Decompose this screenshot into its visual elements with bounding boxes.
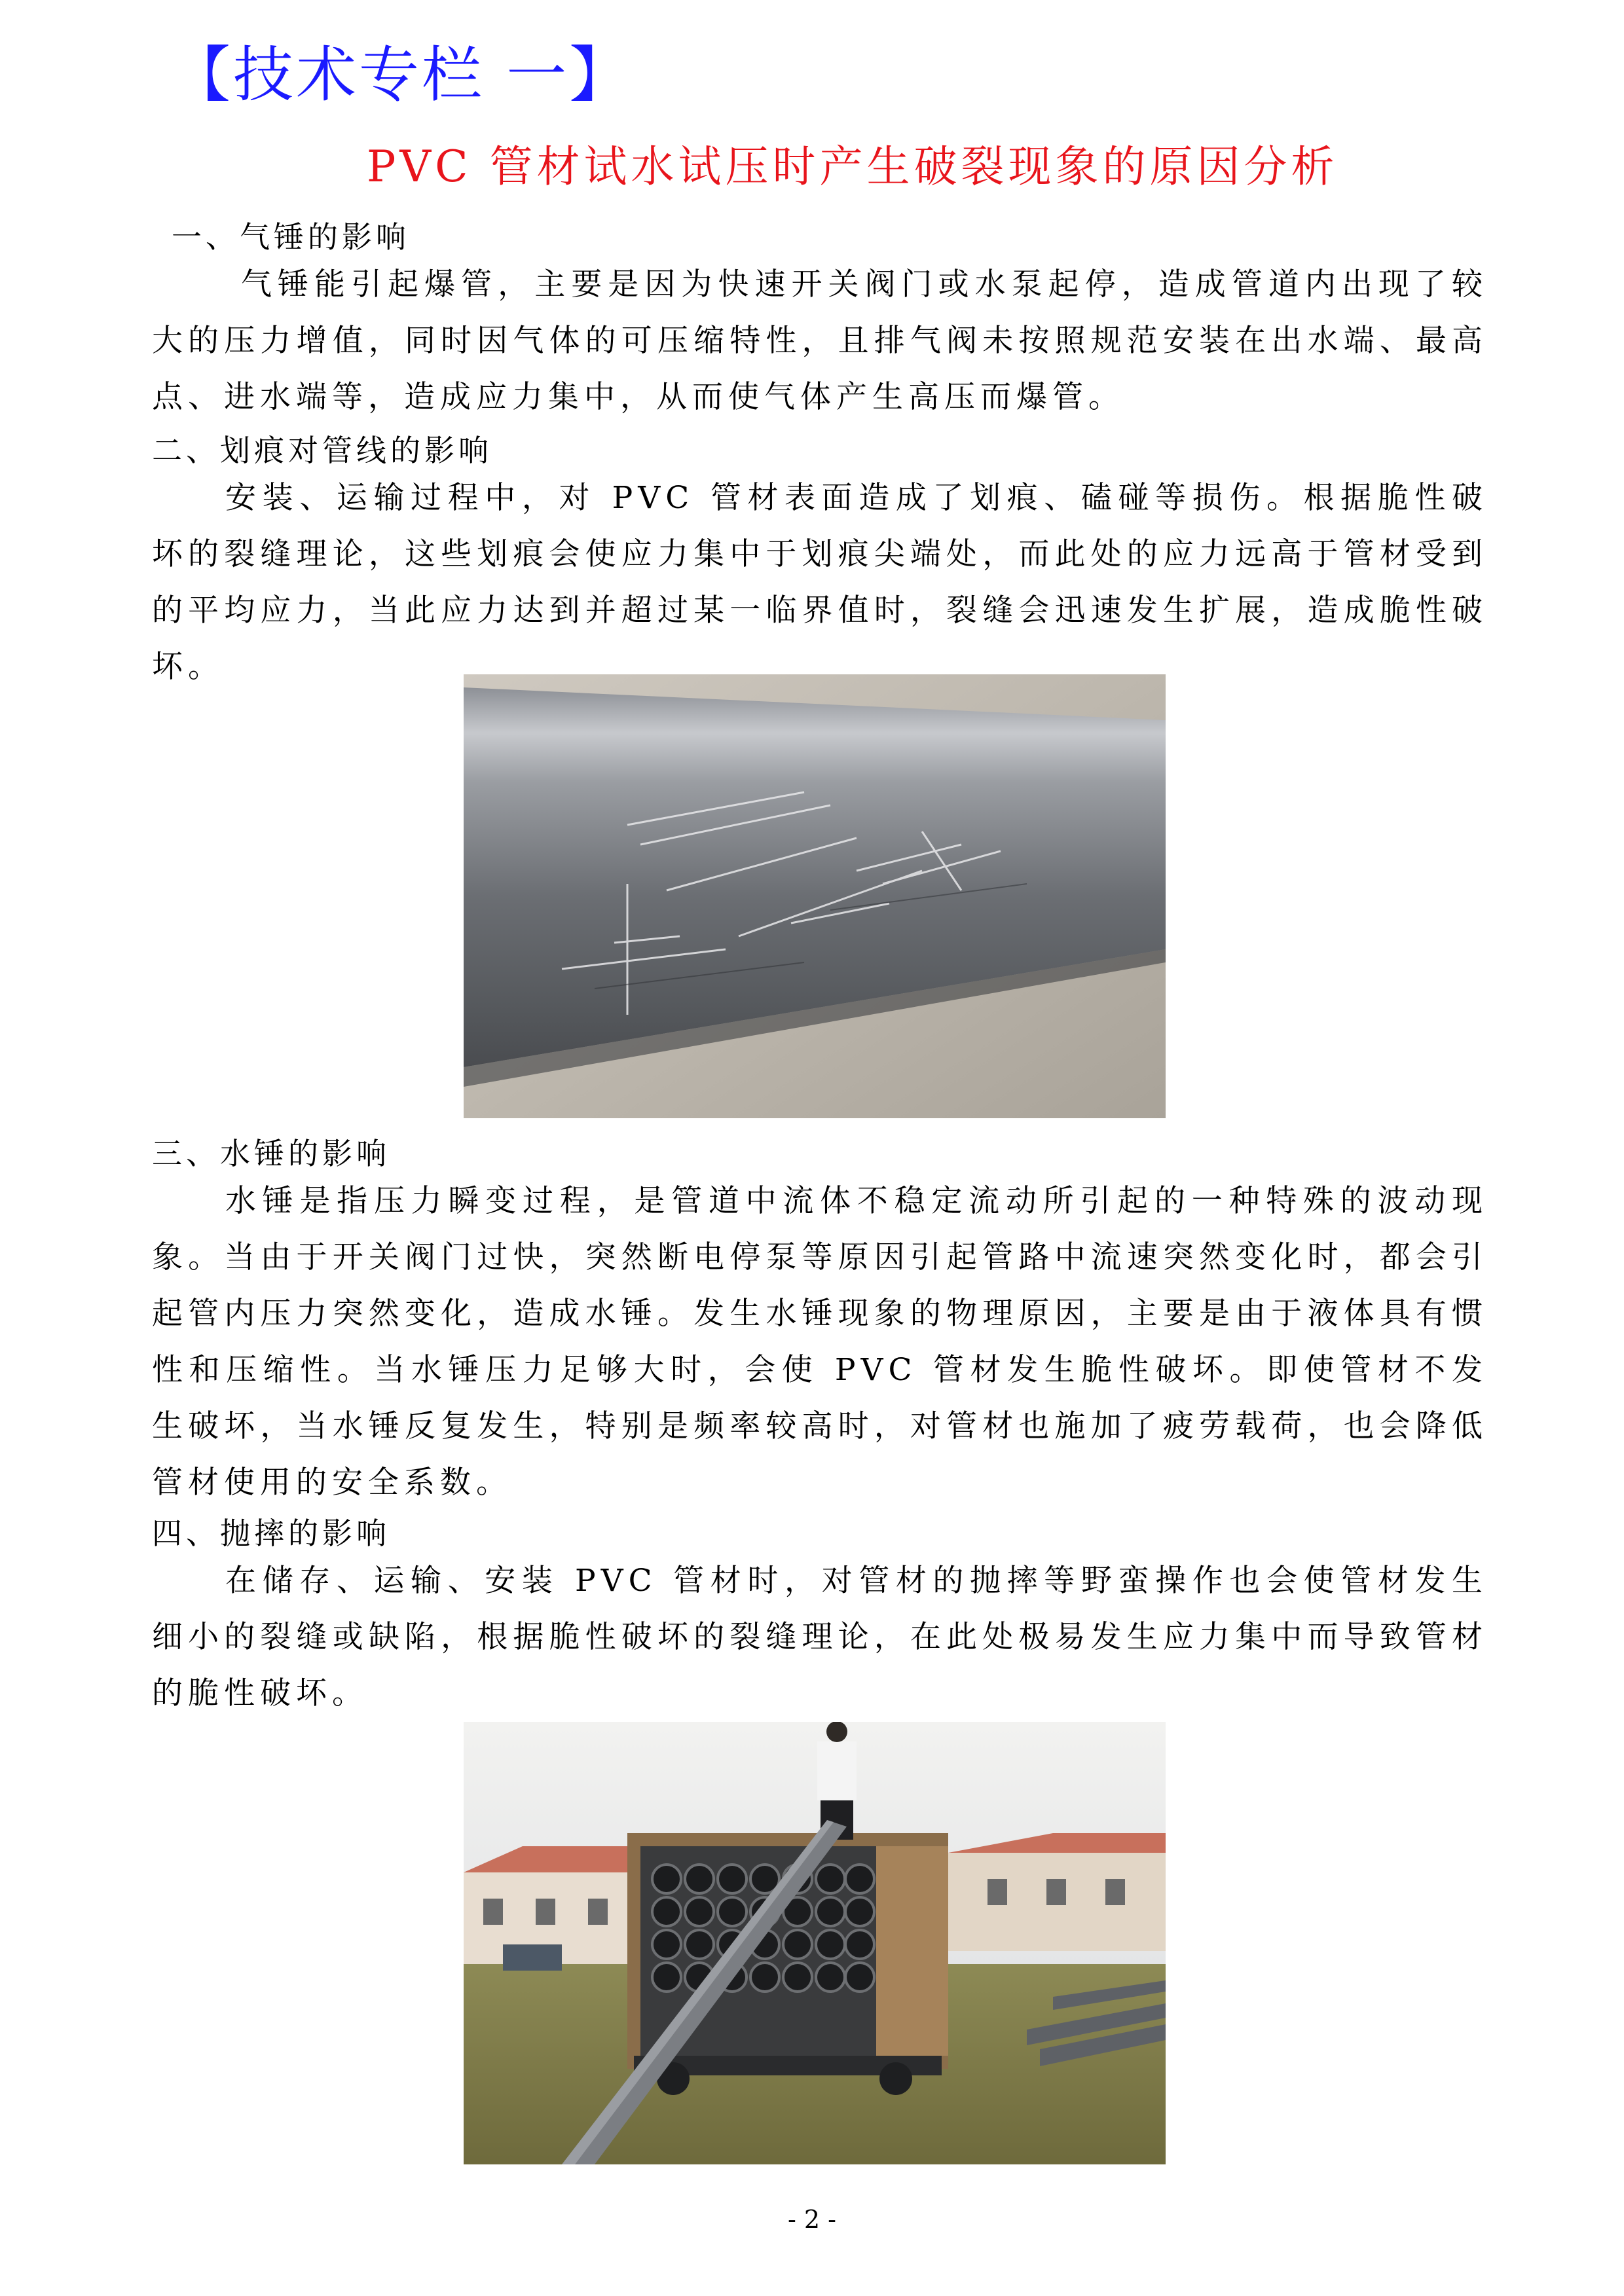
article-title: PVC 管材试水试压时产生破裂现象的原因分析 [367,141,1338,192]
section-body-water-hammer: 水锤是指压力瞬变过程，是管道中流体不稳定流动所引起的一种特殊的波动现象。当由于开关阀门过快，突然断电停泵等原因引起管路中流速突然变化时，都会引起管内压力突然变化，造成水锤。发生水锤现象的物理原因，主要是由于液体具有惯性和压缩性。当水锤压力足够大时，会使 PVC 管材发生脆性破坏。即使管材不发生破坏，当水锤反复发生，特别是频率较高时，对管材也施加了疲劳载荷，也会降低管材使用的安全系数。 [152,1183,1488,1501]
section-heading-scratch: 二、划痕对管线的影响 [152,433,492,468]
section-heading-water-hammer: 三、水锤的影响 [152,1136,390,1171]
section-heading-throwing: 四、抛摔的影响 [152,1516,390,1551]
page-number: - 2 - [787,2205,836,2234]
scratched-pipe-photo [464,674,1166,1118]
section-body-scratch: 安装、运输过程中，对 PVC 管材表面造成了划痕、磕碰等损伤。根据脆性破坏的裂缝理论，这些划痕会使应力集中于划痕尖端处，而此处的应力远高于管材受到的平均应力，当此应力达到并超过某一临界值时，裂缝会迅速发生扩展，造成脆性破坏。 [152,480,1488,685]
section-body-air-hammer: 气锤能引起爆管，主要是因为快速开关阀门或水泵起停，造成管道内出现了较大的压力增值，同时因气体的可压缩特性，且排气阀未按照规范安装在出水端、最高点、进水端等，造成应力集中，从而使气体产生高压而爆管。 [152,266,1488,415]
section-heading-air-hammer: 一、气锤的影响 [172,219,410,255]
section-body-throwing: 在储存、运输、安装 PVC 管材时，对管材的抛摔等野蛮操作也会使管材发生细小的裂缝或缺陷，根据脆性破坏的裂缝理论，在此处极易发生应力集中而导致管材的脆性破坏。 [152,1563,1488,1711]
pipe-unloading-photo [464,1722,1166,2164]
column-title: 【技术专栏 一】 [170,40,633,110]
